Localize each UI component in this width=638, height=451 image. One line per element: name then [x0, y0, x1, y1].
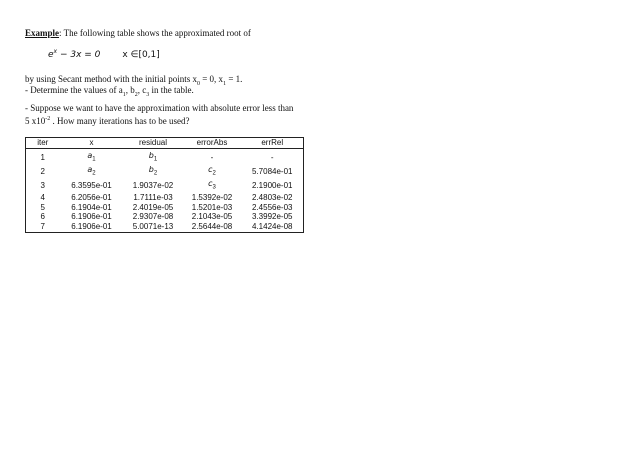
cell-residual: 2.4019e-05: [132, 202, 174, 212]
table-row: [26, 193, 304, 203]
table-row: [26, 222, 304, 232]
header-x: x: [60, 138, 124, 149]
determine-sep-2: , c: [137, 85, 147, 95]
method-text-2: = 0, x: [199, 74, 224, 84]
cell-iter: 6: [40, 212, 45, 222]
question-line-1: - Suppose we want to have the approximation with absolute error less than: [25, 103, 294, 113]
cell-x: 6.1906e-01: [71, 221, 112, 231]
header-errorabs: errorAbs: [183, 138, 242, 149]
cell-errorabs: $c_2$: [208, 164, 216, 177]
cell-x: 6.1906e-01: [71, 212, 112, 222]
cell-errrel: 3.3992e-05: [252, 212, 293, 222]
cell-errorabs: 1.5392e-02: [191, 193, 233, 203]
cell-errrel: 2.1900e-01: [252, 181, 293, 191]
equation-domain: x ∈[0,1]: [122, 50, 160, 60]
cell-errrel: 4.1424e-08: [252, 221, 293, 231]
cell-x: 6.3595e-01: [71, 181, 112, 191]
cell-iter: 2: [40, 167, 45, 177]
cell-residual: $b_1$: [148, 150, 158, 163]
equation-rest: − 3x = 0: [57, 50, 101, 60]
determine-sep-1: , b: [125, 85, 135, 95]
cell-iter: 1: [40, 152, 45, 162]
determine-text-end: in the table.: [149, 85, 194, 95]
header-iter: iter: [26, 138, 60, 149]
c-subscript: 3: [146, 91, 150, 98]
cell-errrel: 2.4556e-03: [252, 202, 293, 212]
table-header-row: [26, 138, 304, 149]
cell-errorabs: 1.5201e-03: [191, 202, 233, 212]
table-row: [26, 179, 304, 193]
x1-subscript: 1: [223, 80, 227, 87]
table-row: [26, 203, 304, 213]
intro-text: : The following table shows the approximated root of: [59, 28, 251, 38]
cell-x: $a_1$: [87, 150, 96, 163]
cell-residual: $b_2$: [148, 164, 158, 177]
cell-iter: 3: [40, 181, 45, 191]
cell-residual: 1.9037e-02: [132, 181, 174, 191]
cell-iter: 7: [40, 221, 45, 231]
equation-exponent: x: [53, 48, 58, 55]
cell-residual: 5.0071e-13: [132, 221, 174, 231]
b-subscript: 2: [134, 91, 138, 98]
equation: [48, 48, 160, 60]
results-table: [25, 137, 304, 233]
a-subscript: 1: [122, 91, 126, 98]
cell-x: $a_2$: [87, 164, 96, 177]
cell-errrel: 5.7084e-01: [252, 167, 293, 177]
cell-errorabs: $c_3$: [208, 178, 216, 191]
table-row: [26, 165, 304, 179]
cell-errorabs: 2.1043e-05: [191, 212, 233, 222]
cell-iter: 4: [40, 193, 45, 203]
method-text-3: = 1.: [226, 74, 243, 84]
question-text-post: . How many iterations has to be used?: [50, 116, 190, 126]
cell-errrel: -: [270, 152, 274, 162]
table-row: [26, 148, 304, 165]
question-line-2: [25, 114, 189, 127]
determine-text-1: - Determine the values of a: [25, 85, 123, 95]
cell-iter: 5: [40, 202, 45, 212]
determine-line: [25, 85, 194, 101]
header-residual: residual: [124, 138, 183, 149]
cell-residual: 2.9307e-08: [132, 212, 174, 222]
header-errrel: errRel: [242, 138, 304, 149]
cell-errorabs: -: [210, 152, 214, 162]
cell-x: 6.2056e-01: [71, 193, 112, 203]
table-row: [26, 212, 304, 222]
cell-x: 6.1904e-01: [71, 202, 112, 212]
intro-line: [25, 28, 251, 39]
cell-residual: 1.7111e-03: [133, 193, 173, 203]
cell-errrel: 2.4803e-02: [252, 193, 293, 203]
x0-subscript: 0: [196, 80, 200, 87]
equation-base: e: [48, 50, 54, 60]
method-text-1: by using Secant method with the initial points x: [25, 74, 197, 84]
question-exponent: -2: [45, 116, 51, 122]
cell-errorabs: 2.5644e-08: [191, 221, 233, 231]
example-label: Example: [25, 28, 60, 38]
question-text-pre: 5 x10: [25, 116, 46, 126]
